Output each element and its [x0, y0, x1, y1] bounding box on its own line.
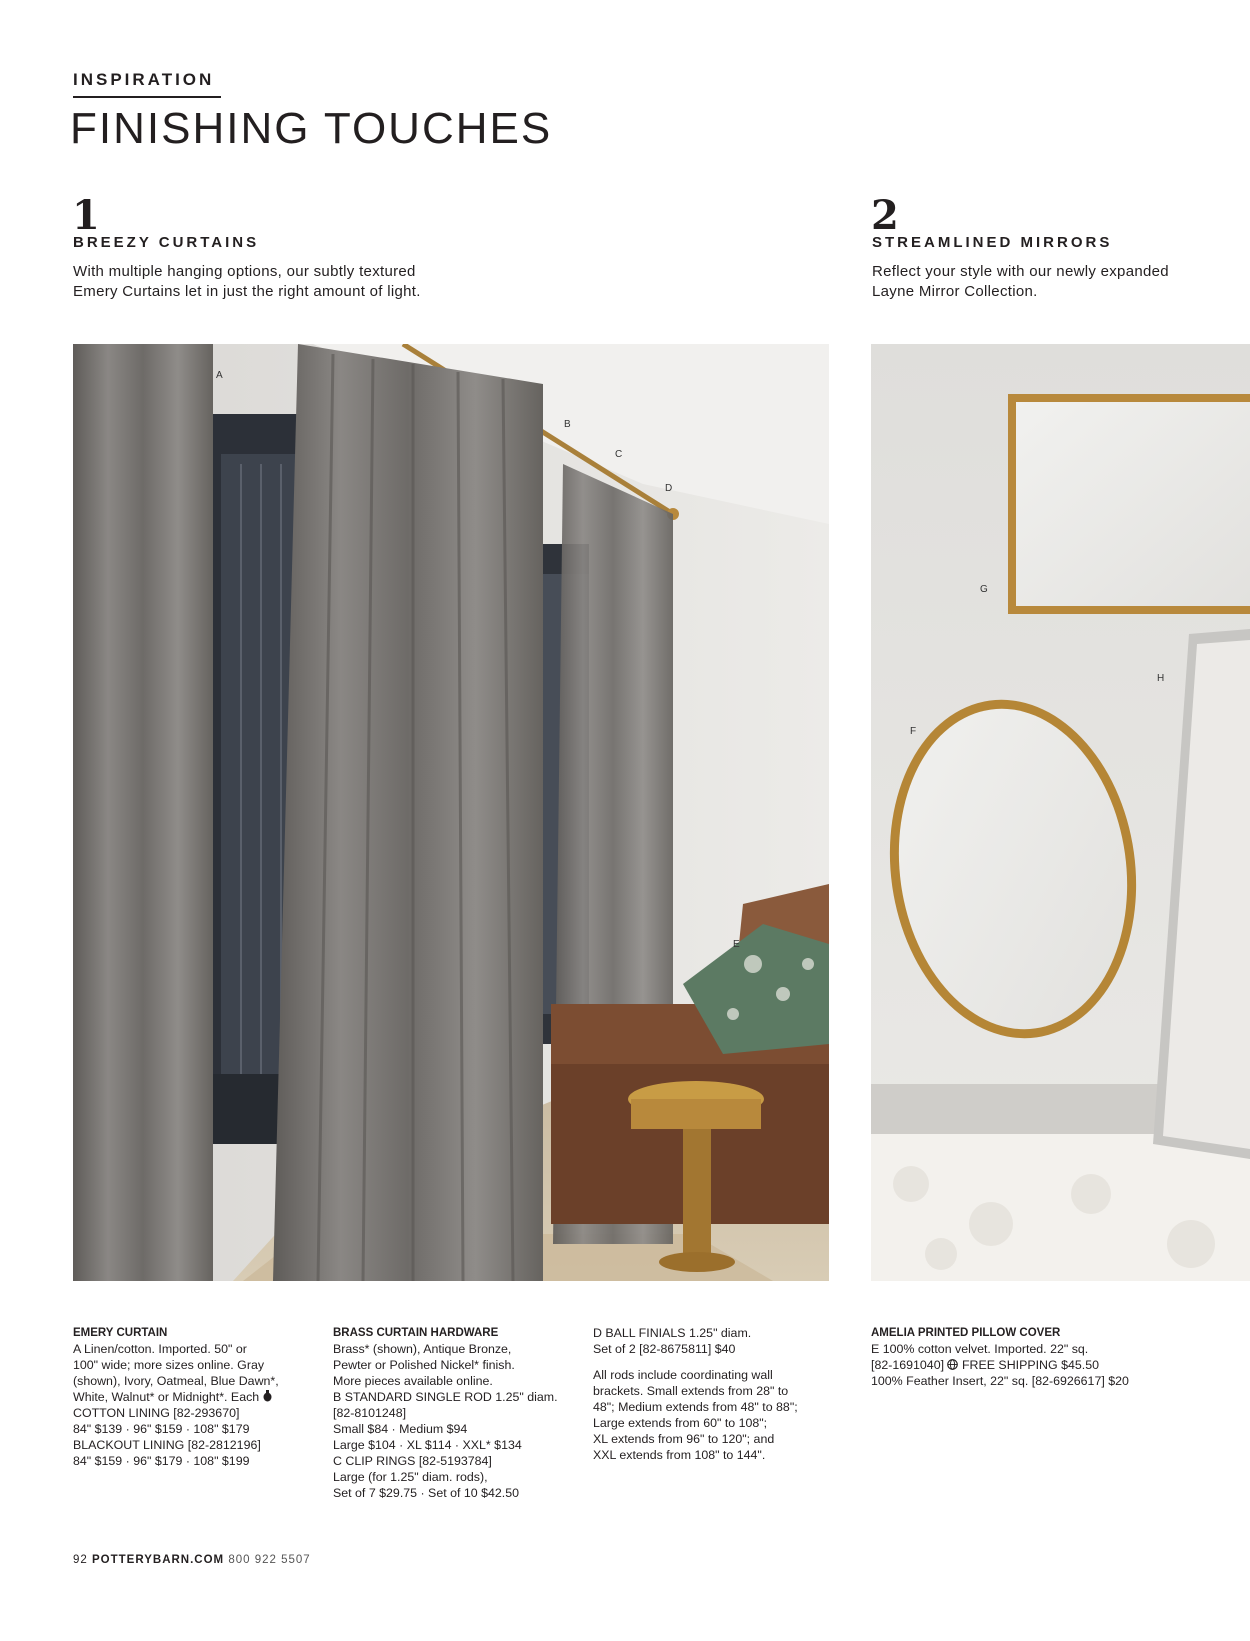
- product-line: brackets. Small extends from 28" to: [593, 1384, 789, 1398]
- phone-number[interactable]: 800 922 5507: [228, 1554, 311, 1566]
- product-column-brass-hardware: [333, 1325, 578, 1501]
- product-line: XXL extends from 108" to 144".: [593, 1448, 766, 1462]
- product-line: [82-8101248]: [333, 1406, 407, 1420]
- desc-line: Emery Curtains let in just the right amount of light.: [73, 283, 421, 300]
- curtains-room-photo: [73, 344, 829, 1281]
- product-line: Large extends from 60" to 108";: [593, 1416, 768, 1430]
- product-line: (shown), Ivory, Oatmeal, Blue Dawn*,: [73, 1374, 279, 1388]
- product-line: 48"; Medium extends from 48" to 88";: [593, 1400, 798, 1414]
- product-column-emery-curtain: [73, 1325, 318, 1469]
- product-line: C CLIP RINGS [82-5193784]: [333, 1454, 492, 1468]
- spacer: [593, 1357, 838, 1367]
- product-line: [73, 1389, 318, 1405]
- product-line: Brass* (shown), Antique Bronze,: [333, 1342, 512, 1356]
- product-line: [871, 1357, 1201, 1373]
- page-title: FINISHING TOUCHES: [70, 104, 553, 153]
- product-line: Large $104 · XL $114 · XXL* $134: [333, 1438, 522, 1452]
- eyebrow-underline: [73, 96, 221, 98]
- product-line: All rods include coordinating wall: [593, 1368, 773, 1382]
- desc-line: With multiple hanging options, our subtly textured: [73, 263, 416, 280]
- section-desc-curtains: [73, 262, 421, 302]
- label-d: D: [665, 483, 673, 494]
- product-heading: AMELIA PRINTED PILLOW COVER: [871, 1327, 1061, 1339]
- product-line: Large (for 1.25" diam. rods),: [333, 1470, 488, 1484]
- label-e: E: [733, 939, 740, 950]
- section-title-mirrors: STREAMLINED MIRRORS: [872, 234, 1113, 251]
- section-number-2: 2: [871, 192, 899, 239]
- product-line: COTTON LINING [82-293670]: [73, 1406, 240, 1420]
- product-line: Set of 7 $29.75 · Set of 10 $42.50: [333, 1486, 519, 1500]
- section-number-1: 1: [72, 192, 100, 239]
- globe-icon: [947, 1359, 958, 1370]
- product-column-finials: [593, 1325, 838, 1463]
- page-number: 92: [73, 1554, 88, 1566]
- sku-text: [82-1691040]: [871, 1358, 945, 1372]
- label-a: A: [216, 370, 223, 381]
- product-heading: EMERY CURTAIN: [73, 1327, 168, 1339]
- page-footer: [73, 1554, 311, 1566]
- product-line: More pieces available online.: [333, 1374, 493, 1388]
- product-line: BLACKOUT LINING [82-2812196]: [73, 1438, 261, 1452]
- label-g: G: [980, 584, 988, 595]
- product-line: A Linen/cotton. Imported. 50" or: [73, 1342, 247, 1356]
- desc-line: Layne Mirror Collection.: [872, 283, 1038, 300]
- product-line: Set of 2 [82-8675811] $40: [593, 1342, 736, 1356]
- section-desc-mirrors: [872, 262, 1169, 302]
- product-column-pillow-cover: [871, 1325, 1201, 1389]
- mirrors-photo: [871, 344, 1250, 1281]
- product-line: 100" wide; more sizes online. Gray: [73, 1358, 265, 1372]
- product-line: B STANDARD SINGLE ROD 1.25" diam.: [333, 1390, 558, 1404]
- product-line: 100% Feather Insert, 22" sq. [82-6926617] $20: [871, 1374, 1129, 1388]
- product-line-text: White, Walnut* or Midnight*. Each: [73, 1390, 260, 1404]
- website-link[interactable]: POTTERYBARN.COM: [92, 1554, 225, 1566]
- product-line: 84" $139 · 96" $159 · 108" $179: [73, 1422, 250, 1436]
- product-line: XL extends from 96" to 120"; and: [593, 1432, 775, 1446]
- section-title-curtains: BREEZY CURTAINS: [73, 234, 260, 251]
- label-h: H: [1157, 673, 1165, 684]
- product-line: E 100% cotton velvet. Imported. 22" sq.: [871, 1342, 1089, 1356]
- product-line: Pewter or Polished Nickel* finish.: [333, 1358, 515, 1372]
- product-line: Small $84 · Medium $94: [333, 1422, 468, 1436]
- section-eyebrow: INSPIRATION: [73, 70, 215, 89]
- product-line: 84" $159 · 96" $179 · 108" $199: [73, 1454, 250, 1468]
- product-line: D BALL FINIALS 1.25" diam.: [593, 1326, 752, 1340]
- free-shipping-text: FREE SHIPPING $45.50: [961, 1358, 1099, 1372]
- product-heading: BRASS CURTAIN HARDWARE: [333, 1327, 499, 1339]
- label-f: F: [910, 726, 917, 737]
- label-c: C: [615, 449, 623, 460]
- label-b: B: [564, 419, 571, 430]
- lamp-icon: [263, 1390, 272, 1402]
- desc-line: Reflect your style with our newly expanded: [872, 263, 1169, 280]
